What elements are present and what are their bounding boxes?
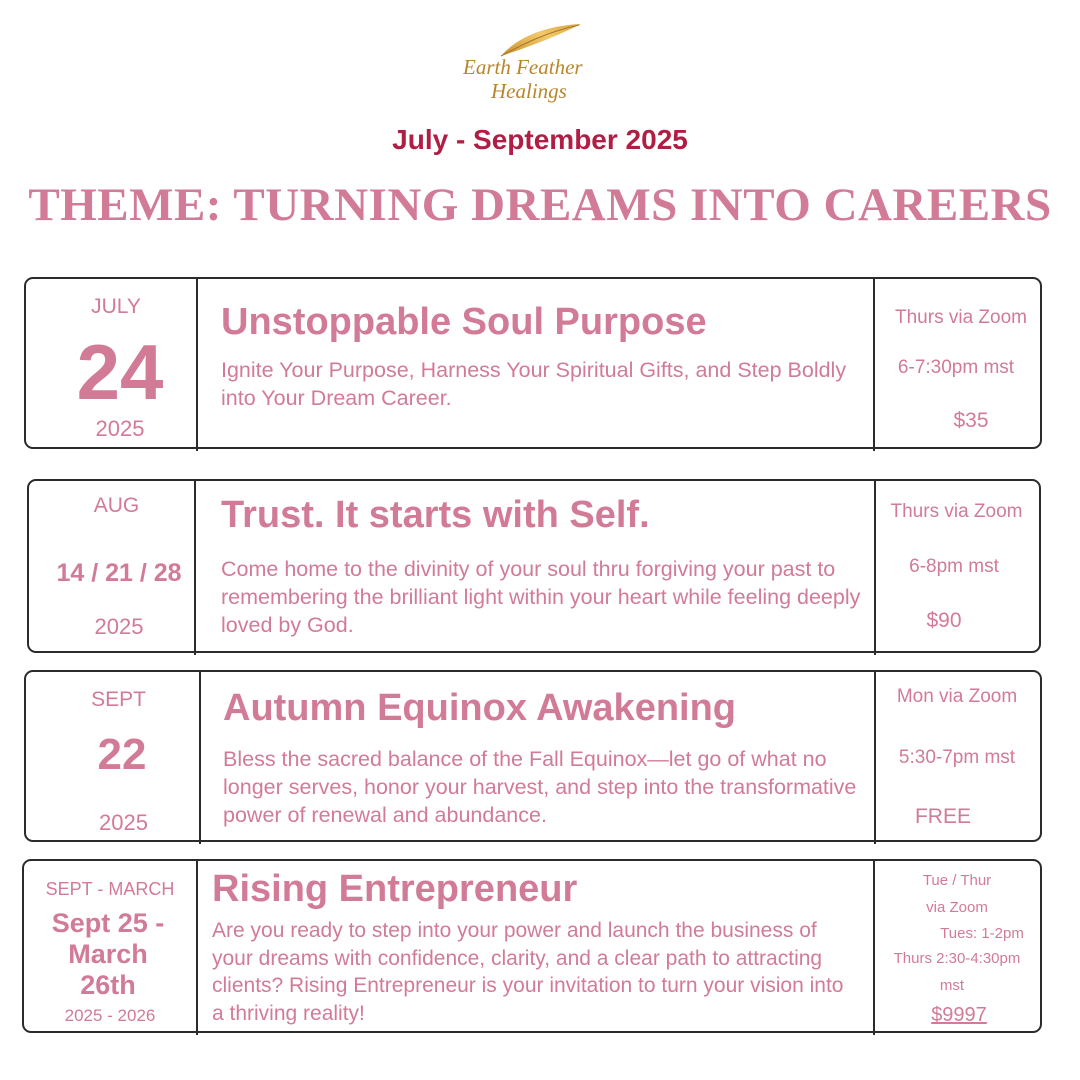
event-timezone: mst	[939, 977, 965, 994]
logo-text-line2: Healings	[491, 79, 567, 103]
event-month: SEPT	[91, 688, 146, 711]
event-price: $90	[926, 609, 962, 632]
event-year: 2025	[99, 810, 148, 835]
event-price-link[interactable]: $9997	[931, 1004, 987, 1026]
event-description: Are you ready to step into your power and launch the business of your dreams with confidence, clarity, and a clear path to attracting clients? Rising Entrepreneur is your invitation to turn your vision into a thriving reality!	[212, 919, 844, 1025]
event-title: Unstoppable Soul Purpose	[221, 301, 707, 343]
event-description: Bless the sacred balance of the Fall Equinox—let go of what no longer serves, honor your harvest, and step into the transformative power of renewal and abundance.	[223, 747, 857, 827]
event-year: 2025	[95, 416, 145, 441]
event-date: 14 / 21 / 28	[56, 559, 182, 587]
event-title: Autumn Equinox Awakening	[223, 687, 737, 729]
theme-heading: THEME: TURNING DREAMS INTO CAREERS	[28, 179, 1052, 231]
event-time: 5:30-7pm mst	[898, 747, 1016, 768]
brand-logo	[455, 20, 625, 110]
event-date: 24	[76, 328, 164, 416]
event-day-platform: Thurs via Zoom	[890, 501, 1023, 522]
event-card-2	[27, 479, 1041, 653]
event-description: Come home to the divinity of your soul thru forgiving your past to remembering the brilliant light within your heart while feeling deeply loved by God.	[221, 557, 861, 637]
event-platform: via Zoom	[926, 899, 988, 916]
event-card-4	[22, 859, 1042, 1033]
logo-text-line1: Earth Feather	[463, 55, 583, 79]
event-card-1	[24, 277, 1042, 449]
event-price: FREE	[914, 805, 971, 828]
column-divider	[873, 279, 875, 451]
event-title: Trust. It starts with Self.	[221, 494, 650, 536]
event-day-platform: Mon via Zoom	[896, 686, 1018, 707]
event-title: Rising Entrepreneur	[212, 868, 578, 910]
event-date-line1: Sept 25 -	[51, 908, 165, 938]
event-month: SEPT - MARCH	[45, 879, 175, 899]
column-divider	[196, 861, 198, 1035]
event-date-line2: March	[68, 939, 148, 969]
event-price: $35	[953, 409, 989, 432]
period-heading: July - September 2025	[392, 124, 688, 155]
event-month: JULY	[91, 295, 141, 318]
feather-icon	[495, 20, 585, 60]
event-month: AUG	[93, 494, 140, 517]
event-time: 6-7:30pm mst	[897, 357, 1015, 378]
event-date-line3: 26th	[80, 970, 136, 1000]
event-days: Tue / Thur	[922, 872, 992, 889]
event-time-thurs: Thurs 2:30-4:30pm	[893, 950, 1021, 967]
event-date: 22	[97, 730, 147, 779]
column-divider	[873, 861, 875, 1035]
event-description: Ignite Your Purpose, Harness Your Spiritual Gifts, and Step Boldly into Your Dream Career.	[221, 358, 847, 410]
event-year: 2025 - 2026	[64, 1006, 156, 1025]
event-card-3	[24, 670, 1042, 842]
event-day-platform: Thurs via Zoom	[895, 307, 1027, 328]
event-time: 6-8pm mst	[909, 556, 999, 577]
event-time-tues: Tues: 1-2pm	[940, 925, 1024, 942]
event-year: 2025	[94, 614, 144, 639]
